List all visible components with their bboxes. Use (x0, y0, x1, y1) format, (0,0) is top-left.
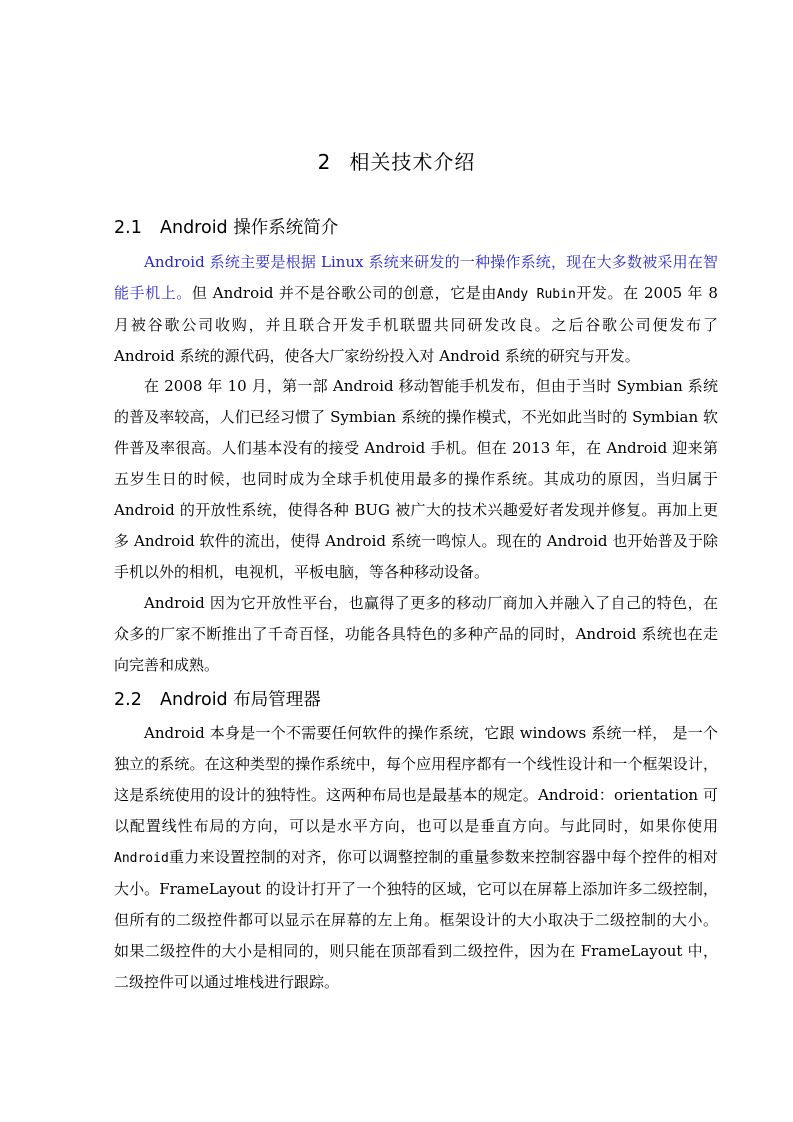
chapter-title (0, 148, 793, 176)
section-title: Android 操作系统简介 (160, 218, 339, 238)
section-heading-2-2 (114, 687, 321, 713)
chapter-title-text: 相关技术介绍 (349, 150, 476, 174)
paragraph-text: 重力来设置控制的对齐，你可以调整控制的重量参数来控制容器中每个控件的相对大小。FrameLayout 的设计打开了一个独特的区域，它可以在屏幕上添加许多二级控制，但所有的二级控件都可以显示在屏幕的左上角。框架设计的大小取决于二级控制的大小。 如果二级控件的大小是相同的，则只能在顶部看到二级控件，因为在 FrameLayout 中，二级控件可以通过堆栈进行跟踪。 (114, 848, 718, 991)
paragraph-text: 在 2008 年 10 月，第一部 Android 移动智能手机发布，但由于当时 Symbian 系统的普及率较高，人们已经习惯了 Symbian 系统的操作模式，不光如此当时的 Symbian 软件普及率很高。人们基本没有的接受 Android 手机。但在 2013 年，在 Android 迎来第五岁生日的时候，也同时成为全球手机使用最多的操作系统。其成功的原因，当归属于 Android 的开放性系统，使得各种 BUG 被广大的技术兴趣爱好者发现并修复。再加上更多 Android 软件的流出，使得 Android 系统一鸣惊人。现在的 Android 也开始普及于除手机以外的相机，电视机，平板电脑，等各种移动设备。 (114, 377, 718, 581)
section-heading-2-1 (114, 215, 338, 241)
paragraph-android-history (114, 371, 718, 588)
paragraph-text: 但 Android 并不是谷歌公司的创意，它是由 (191, 284, 497, 302)
paragraph-text: 开发。在 2005 年 8 月被谷歌公司收购，并且联合开发手机联盟共同研发改良。之后谷歌公司便发布了 Android 系统的源代码，使各大厂家纷纷投入对 Android 系统的研究与开发。 (114, 284, 718, 365)
section-number: 2.1 (114, 218, 142, 238)
paragraph-android-open-platform (114, 588, 718, 681)
section-title: Android 布局管理器 (160, 690, 321, 710)
section-number: 2.2 (114, 690, 142, 710)
paragraph-text: Android 本身是一个不需要任何软件的操作系统，它跟 windows 系统一样， 是一个独立的系统。在这种类型的操作系统中，每个应用程序都有一个线性设计和一个框架设计，这是系统使用的设计的独特性。这两种布局也是最基本的规定。Android：orientation 可以配置线性布局的方向，可以是水平方向，也可以是垂直方向。与此同时，如果你使用 (114, 724, 718, 835)
highlighted-text: Android 系统主要是根据 Linux 系统来研发的一种操作系统，现在大多数被采用在智能手机上。 (114, 253, 718, 302)
paragraph-text: Android 因为它开放性平台，也赢得了更多的移动厂商加入并融入了自己的特色，在众多的厂家不断推出了千奇百怪，功能各具特色的多种产品的同时，Android 系统也在走向完善和成熟。 (114, 594, 718, 674)
chapter-number: 2 (317, 150, 332, 174)
paragraph-android-intro (114, 247, 718, 372)
paragraph-layout-manager (114, 718, 718, 998)
code-term: Android (114, 851, 169, 866)
author-name: Andy Rubin (496, 287, 576, 302)
